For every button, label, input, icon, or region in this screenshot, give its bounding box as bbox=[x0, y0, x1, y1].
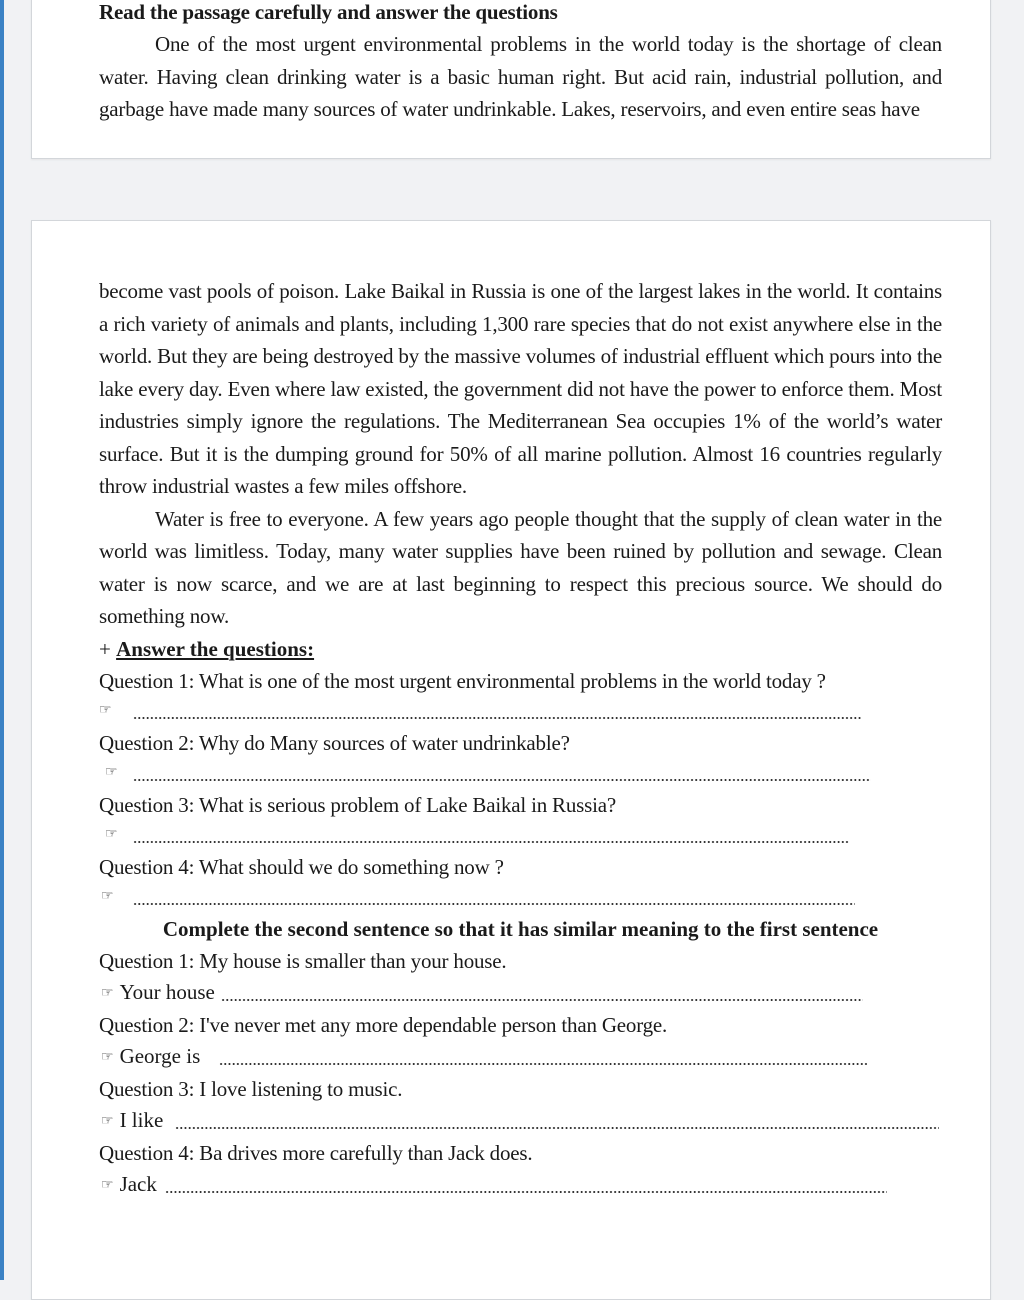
heading-prefix: + bbox=[99, 636, 117, 661]
page1-content bbox=[99, 0, 942, 126]
answer-line-2[interactable] bbox=[99, 759, 942, 789]
answer-line-4[interactable] bbox=[99, 883, 942, 913]
passage-paragraph-2: Water is free to everyone. A few years ago people thought that the supply of clean water in the world was limitless. Today, many water supplies have been ruined by pollution and sewage. Clean water is now scarce, and we are at last beginning to respect this precious source. We should do something now. bbox=[99, 506, 942, 628]
pointing-hand-icon: ☞ bbox=[101, 888, 114, 904]
passage-title: Read the passage carefully and answer the questions bbox=[99, 0, 558, 24]
rewrite-lead-3 bbox=[101, 1105, 163, 1139]
document-page-1 bbox=[31, 0, 991, 159]
rewrite-lead-4 bbox=[101, 1169, 157, 1203]
answer-blank-1 bbox=[133, 717, 861, 719]
answer-heading-text: Answer the questions: bbox=[116, 636, 315, 661]
pointing-hand-icon: ☞ bbox=[105, 764, 118, 780]
rewrite-answer-line-2[interactable] bbox=[99, 1041, 942, 1073]
rewrite-section-heading: Complete the second sentence so that it has similar meaning to the first sentence bbox=[162, 916, 879, 941]
answer-question-2: Question 2: Why do Many sources of water undrinkable? bbox=[99, 730, 570, 755]
rewrite-answer-line-3[interactable] bbox=[99, 1105, 942, 1137]
rewrite-lead-text-4: Jack bbox=[119, 1171, 157, 1196]
pointing-hand-icon: ☞ bbox=[101, 985, 114, 1001]
passage-paragraph-1a: One of the most urgent environmental problems in the world today is the shortage of clean water. Having clean drinking water is a basic human right. But acid rain, industrial pollution, and garbage have made many sources of water undrinkable. Lakes, reservoirs, and even entire seas have bbox=[99, 32, 942, 121]
rewrite-answer-line-4[interactable] bbox=[99, 1169, 942, 1201]
rewrite-blank-4 bbox=[165, 1191, 887, 1193]
rewrite-blank-1 bbox=[221, 999, 863, 1001]
rewrite-blank-3 bbox=[175, 1127, 939, 1129]
rewrite-question-1: Question 1: My house is smaller than your house. bbox=[99, 948, 507, 973]
rewrite-lead-2 bbox=[101, 1041, 200, 1075]
pointing-hand-icon: ☞ bbox=[101, 1113, 114, 1129]
passage-paragraph-1b: become vast pools of poison. Lake Baikal in Russia is one of the largest lakes in the world. It contains a rich variety of animals and plants, including 1,300 rare species that do not exist anywhere else in the world. But they are being destroyed by the massive volumes of industrial effluent which pours into the lake every day. Even where law existed, the government did not have the power to enforce them. Most industries simply ignore the regulations. The Mediterranean Sea occupies 1% of the world’s water surface. But it is the dumping ground for 50% of all marine pollution. Almost 16 countries regularly throw industrial wastes a few miles offshore. bbox=[99, 279, 942, 498]
rewrite-question-3: Question 3: I love listening to music. bbox=[99, 1076, 403, 1101]
pointing-hand-icon: ☞ bbox=[105, 826, 118, 842]
rewrite-lead-text-1: Your house bbox=[119, 979, 215, 1004]
answer-question-4: Question 4: What should we do something now ? bbox=[99, 854, 504, 879]
answer-blank-4 bbox=[133, 903, 855, 905]
page2-content bbox=[99, 275, 942, 1201]
answer-section-heading bbox=[99, 633, 942, 665]
answer-question-3: Question 3: What is serious problem of Lake Baikal in Russia? bbox=[99, 792, 616, 817]
rewrite-answer-line-1[interactable] bbox=[99, 977, 942, 1009]
pointing-hand-icon: ☞ bbox=[101, 1177, 114, 1193]
pointing-hand-icon: ☞ bbox=[99, 702, 112, 718]
rewrite-question-4: Question 4: Ba drives more carefully than Jack does. bbox=[99, 1140, 533, 1165]
answer-blank-3 bbox=[133, 841, 849, 843]
left-edge-bar bbox=[0, 0, 4, 1280]
rewrite-question-2: Question 2: I've never met any more dependable person than George. bbox=[99, 1012, 668, 1037]
document-page-2 bbox=[31, 220, 991, 1300]
rewrite-lead-1 bbox=[101, 977, 215, 1011]
pointing-hand-icon: ☞ bbox=[101, 1049, 114, 1065]
rewrite-lead-text-2: George is bbox=[119, 1043, 201, 1068]
rewrite-lead-text-3: I like bbox=[119, 1107, 164, 1132]
answer-question-1: Question 1: What is one of the most urgent environmental problems in the world today ? bbox=[99, 668, 826, 693]
answer-line-1[interactable] bbox=[99, 697, 942, 727]
answer-line-3[interactable] bbox=[99, 821, 942, 851]
rewrite-blank-2 bbox=[219, 1063, 867, 1065]
answer-blank-2 bbox=[133, 779, 871, 781]
